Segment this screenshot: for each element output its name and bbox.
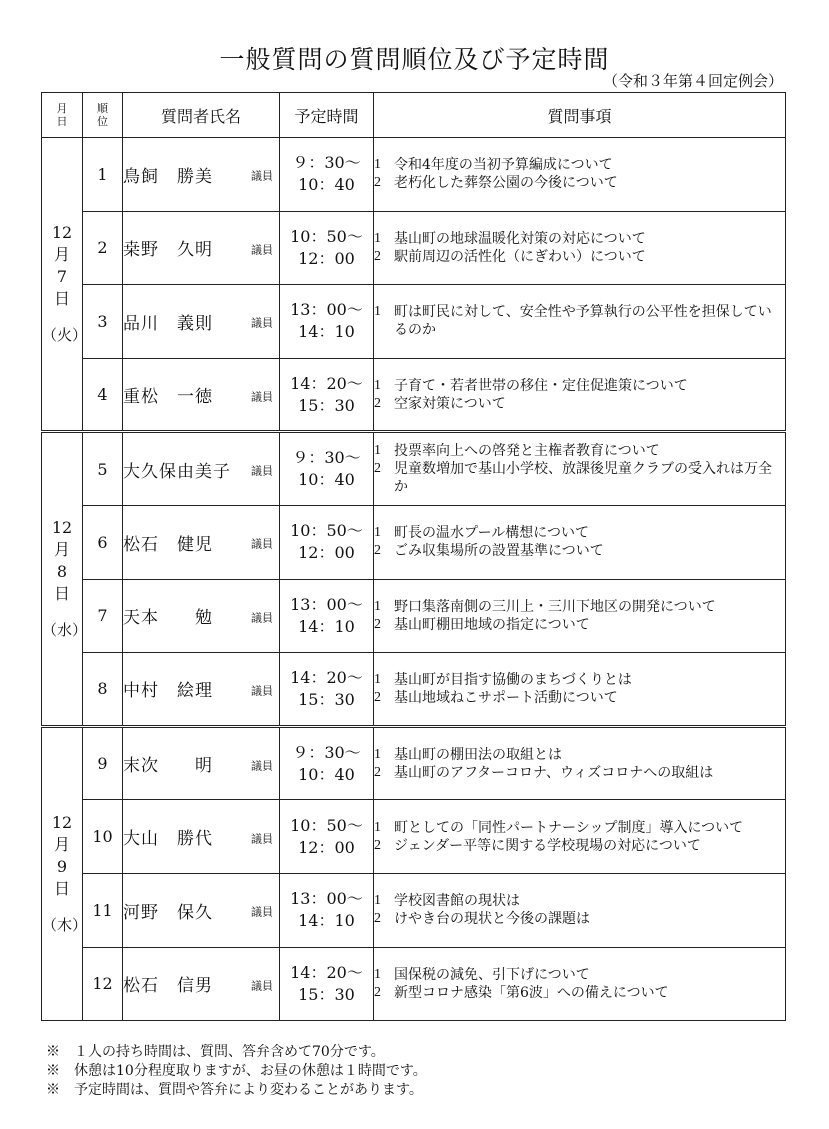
start-time: 14：20～ <box>290 962 363 982</box>
questioner-name: 大久保由美子 <box>123 461 231 482</box>
date-cell <box>42 432 88 726</box>
table-row <box>42 138 786 212</box>
question-item <box>374 230 785 248</box>
role-label: 議員 <box>251 979 273 993</box>
role-label: 議員 <box>251 243 273 257</box>
question-item <box>374 764 785 782</box>
questioner-cell <box>123 653 280 727</box>
question-item <box>374 910 785 928</box>
end-time: 12：00 <box>298 543 355 563</box>
notes <box>46 1043 427 1100</box>
question-item-text: 新型コロナ感染「第6波」への備えについて <box>394 984 669 1001</box>
header-time: 予定時間 <box>280 93 374 138</box>
end-time: 12：00 <box>298 837 355 857</box>
question-item-number: 1 <box>374 671 381 687</box>
questioner-name: 桒野 久明 <box>123 240 213 261</box>
question-item <box>374 616 785 634</box>
date-char: 月 <box>53 540 70 560</box>
rank-cell: 3 <box>83 285 123 359</box>
role-label: 議員 <box>251 464 273 478</box>
time-cell <box>280 947 374 1021</box>
start-time: 14：20～ <box>290 667 363 687</box>
start-time: 10：50～ <box>290 521 363 541</box>
rank-cell: 12 <box>83 947 123 1021</box>
time-cell <box>280 432 374 506</box>
question-items-cell <box>374 800 786 874</box>
question-item <box>374 248 785 266</box>
time-cell <box>280 358 374 432</box>
header-rank: 順 位 <box>83 93 123 138</box>
question-item <box>374 303 785 339</box>
question-item <box>374 892 785 910</box>
question-item-text: 国保税の減免、引下げについて <box>394 966 590 983</box>
rank-cell: 2 <box>83 211 123 285</box>
question-item-number: 2 <box>374 764 381 780</box>
question-item <box>374 542 785 560</box>
date-char: 12 <box>51 518 73 538</box>
page-title: 一般質問の質問順位及び予定時間 <box>219 45 610 74</box>
role-label: 議員 <box>251 905 273 919</box>
start-time: ９：30～ <box>292 448 361 468</box>
end-time: 15：30 <box>298 689 355 709</box>
rank-cell: 5 <box>83 432 123 506</box>
question-item-number: 1 <box>374 230 381 246</box>
question-item-text: 野口集落南側の三川上・三川下地区の開発について <box>394 598 716 615</box>
table-row <box>42 579 786 653</box>
role-label: 議員 <box>251 832 273 846</box>
question-item-text: 基山町棚田地域の指定について <box>394 616 590 633</box>
question-item-number: 1 <box>374 746 381 762</box>
question-item-number: 1 <box>374 598 381 614</box>
time-cell <box>280 800 374 874</box>
question-item <box>374 837 785 855</box>
table-row <box>42 800 786 874</box>
date-char: 日 <box>53 878 70 898</box>
table-row <box>42 653 786 727</box>
start-time: 13：00～ <box>290 300 363 320</box>
header-row <box>42 93 786 138</box>
question-items-cell <box>374 358 786 432</box>
question-item-text: 令和4年度の当初予算編成について <box>394 157 613 174</box>
question-item-text: ジェンダー平等に関する学校現場の対応について <box>394 837 701 854</box>
date-char: 12 <box>51 223 73 243</box>
questioner-cell <box>123 138 280 212</box>
question-item-text: 基山町のアフターコロナ、ウィズコロナへの取組は <box>394 764 714 781</box>
table-row <box>42 505 786 579</box>
question-item-number: 2 <box>374 543 381 559</box>
questioner-name: 松石 健児 <box>123 534 213 555</box>
questioner-name: 大山 勝代 <box>123 829 213 850</box>
role-label: 議員 <box>251 169 273 183</box>
questioner-name: 重松 一徳 <box>123 387 213 408</box>
question-item-text: 基山町が目指す協働のまちづくりとは <box>394 671 632 688</box>
question-item-text: ごみ収集場所の設置基準について <box>394 543 604 560</box>
date-char: 日 <box>53 289 70 309</box>
question-item <box>374 671 785 689</box>
note-line: ※ 予定時間は、質問や答弁により変わることがあります。 <box>46 1082 423 1098</box>
question-item <box>374 819 785 837</box>
role-label: 議員 <box>251 390 273 404</box>
role-label: 議員 <box>251 317 273 331</box>
question-item-number: 2 <box>374 248 381 264</box>
table-row <box>42 285 786 359</box>
question-item-number: 1 <box>374 819 381 835</box>
table-row <box>42 211 786 285</box>
rank-cell: 11 <box>83 873 123 947</box>
end-time: 14：10 <box>298 322 355 342</box>
question-item-number: 1 <box>374 443 381 459</box>
question-item-text: 町長の温水プール構想について <box>394 525 590 542</box>
questioner-cell <box>123 726 280 800</box>
date-cell <box>42 138 88 432</box>
question-items-cell <box>374 653 786 727</box>
question-items-cell <box>374 873 786 947</box>
note-line: ※ 休憩は10分程度取りますが、お昼の休憩は１時間です。 <box>46 1063 427 1079</box>
questioner-cell <box>123 432 280 506</box>
weekday-label: （火） <box>42 326 88 345</box>
question-item-number: 2 <box>374 461 381 477</box>
question-item-text: 子育て・若者世帯の移住・定住促進策について <box>394 377 688 394</box>
start-time: ９：30～ <box>292 742 361 762</box>
page-subtitle: （令和３年第４回定例会） <box>602 72 783 90</box>
questioner-name: 鳥飼 勝美 <box>123 166 213 187</box>
end-time: 14：10 <box>298 911 355 931</box>
table-row <box>42 358 786 432</box>
questioner-name: 品川 義則 <box>123 313 213 334</box>
question-item <box>374 746 785 764</box>
question-item-number: 1 <box>374 525 381 541</box>
weekday-label: （水） <box>42 621 88 640</box>
rank-cell: 8 <box>83 653 123 727</box>
start-time: ９：30～ <box>292 153 361 173</box>
question-items-cell <box>374 138 786 212</box>
rank-cell: 7 <box>83 579 123 653</box>
time-cell <box>280 653 374 727</box>
role-label: 議員 <box>251 684 273 698</box>
date-char: 12 <box>51 812 73 832</box>
rank-cell: 4 <box>83 358 123 432</box>
question-item-text: 投票率向上への啓発と主権者教育について <box>394 443 660 460</box>
question-item-text: 児童数増加で基山小学校、放課後児童クラブの受入れは万全か <box>394 461 772 496</box>
question-item-number: 2 <box>374 616 381 632</box>
end-time: 14：10 <box>298 616 355 636</box>
question-items-cell <box>374 579 786 653</box>
question-item-number: 2 <box>374 984 381 1000</box>
end-time: 15：30 <box>298 395 355 415</box>
time-cell <box>280 211 374 285</box>
date-char: 7 <box>56 267 68 287</box>
question-item <box>374 689 785 707</box>
time-cell <box>280 873 374 947</box>
end-time: 15：30 <box>298 984 355 1004</box>
start-time: 13：00～ <box>290 889 363 909</box>
rank-cell: 9 <box>83 726 123 800</box>
question-item-number: 2 <box>374 395 381 411</box>
questioner-cell <box>123 285 280 359</box>
schedule-table <box>41 92 786 1021</box>
weekday-label: （木） <box>42 915 88 934</box>
time-cell <box>280 579 374 653</box>
question-items-cell <box>374 505 786 579</box>
questioner-name: 中村 絵理 <box>123 681 213 702</box>
role-label: 議員 <box>251 759 273 773</box>
start-time: 14：20～ <box>290 373 363 393</box>
questioner-cell <box>123 579 280 653</box>
question-item <box>374 377 785 395</box>
question-item <box>374 395 785 413</box>
note-line: ※ １人の持ち時間は、質問、答弁含めて70分です。 <box>46 1044 385 1060</box>
start-time: 13：00～ <box>290 594 363 614</box>
role-label: 議員 <box>251 537 273 551</box>
end-time: 12：00 <box>298 248 355 268</box>
question-item <box>374 442 785 460</box>
question-item <box>374 966 785 984</box>
question-item <box>374 598 785 616</box>
question-item-text: けやき台の現状と今後の課題は <box>394 911 590 928</box>
role-label: 議員 <box>251 611 273 625</box>
question-item-number: 2 <box>374 175 381 191</box>
questioner-cell <box>123 505 280 579</box>
date-char: 8 <box>56 562 68 582</box>
time-cell <box>280 726 374 800</box>
rank-cell: 10 <box>83 800 123 874</box>
questioner-cell <box>123 800 280 874</box>
header-name: 質問者氏名 <box>123 93 280 138</box>
date-char: 月 <box>53 245 70 265</box>
questioner-name: 河野 保久 <box>123 902 213 923</box>
header-items: 質問事項 <box>374 93 786 138</box>
date-char: 月 <box>53 834 70 854</box>
table-row <box>42 726 786 800</box>
question-item-number: 1 <box>374 157 381 173</box>
time-cell <box>280 505 374 579</box>
rank-cell: 1 <box>83 138 123 212</box>
question-item-number: 1 <box>374 893 381 909</box>
end-time: 10：40 <box>298 470 355 490</box>
question-items-cell <box>374 285 786 359</box>
question-item-text: 町は町民に対して、安全性や予算執行の公平性を担保しているのか <box>394 304 772 339</box>
date-char: 9 <box>56 856 68 876</box>
question-item <box>374 460 785 496</box>
question-item <box>374 174 785 192</box>
questioner-name: 松石 信男 <box>123 976 213 997</box>
questioner-cell <box>123 358 280 432</box>
question-items-cell <box>374 432 786 506</box>
questioner-name: 末次 明 <box>123 756 213 777</box>
start-time: 10：50～ <box>290 815 363 835</box>
table-row <box>42 873 786 947</box>
questioner-cell <box>123 211 280 285</box>
table-row <box>42 432 786 506</box>
time-cell <box>280 138 374 212</box>
question-item-text: 基山町の棚田法の取組とは <box>394 746 562 763</box>
question-item-text: 駅前周辺の活性化（にぎわい）について <box>394 248 646 265</box>
question-item-number: 2 <box>374 689 381 705</box>
end-time: 10：40 <box>298 764 355 784</box>
date-char: 日 <box>53 584 70 604</box>
question-items-cell <box>374 726 786 800</box>
questioner-cell <box>123 947 280 1021</box>
question-item-text: 学校図書館の現状は <box>394 893 520 910</box>
rank-cell: 6 <box>83 505 123 579</box>
question-item-number: 1 <box>374 304 381 320</box>
question-items-cell <box>374 211 786 285</box>
question-item <box>374 524 785 542</box>
question-item <box>374 156 785 174</box>
question-item-text: 空家対策について <box>394 395 506 412</box>
question-item-number: 1 <box>374 966 381 982</box>
question-item-text: 基山町の地球温暖化対策の対応について <box>394 230 646 247</box>
table-row <box>42 947 786 1021</box>
question-item-number: 2 <box>374 911 381 927</box>
start-time: 10：50～ <box>290 226 363 246</box>
question-item-text: 町としての「同性パートナーシップ制度」導入について <box>394 819 744 836</box>
question-item <box>374 984 785 1002</box>
question-item-number: 2 <box>374 837 381 853</box>
question-items-cell <box>374 947 786 1021</box>
end-time: 10：40 <box>298 175 355 195</box>
questioner-name: 天本 勉 <box>123 608 213 629</box>
question-item-number: 1 <box>374 377 381 393</box>
header-date: 月 日 <box>42 93 83 138</box>
schedule-body <box>42 138 786 1021</box>
question-item-text: 基山地域ねこサポート活動について <box>394 689 618 706</box>
questioner-cell <box>123 873 280 947</box>
question-item-text: 老朽化した葬祭公園の今後について <box>394 175 618 192</box>
date-cell <box>42 726 88 1020</box>
time-cell <box>280 285 374 359</box>
